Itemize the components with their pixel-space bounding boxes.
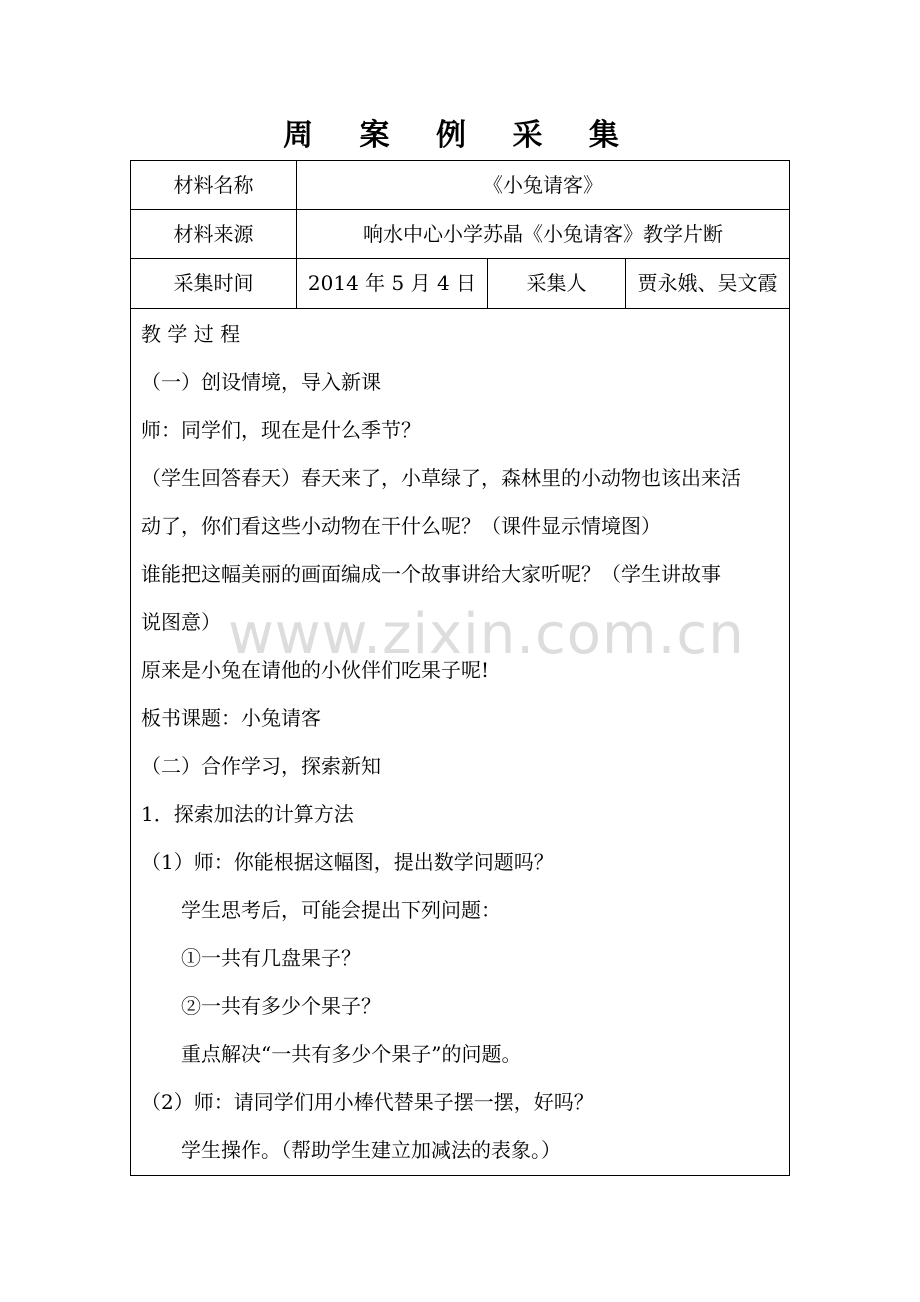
material-source-value: 响水中心小学苏晶《小兔请客》教学片断 [363, 222, 723, 246]
content-line: 说图意） [141, 610, 221, 634]
watermark: www.zixin.com.cn [228, 602, 745, 667]
material-name-value: 《小兔请客》 [483, 173, 603, 197]
collector-label: 采集人 [488, 259, 626, 308]
content-line: 学生思考后，可能会提出下列问题： [141, 898, 501, 922]
content-line: （一）创设情境，导入新课 [141, 370, 381, 394]
content-line: 板书课题：小兔请客 [141, 706, 321, 730]
row-collection-info [131, 259, 789, 309]
content-line: 教 学 过 程 [141, 322, 241, 346]
content-line: 谁能把这幅美丽的画面编成一个故事讲给大家听呢？（学生讲故事 [141, 562, 721, 586]
content-line: （学生回答春天）春天来了，小草绿了，森林里的小动物也该出来活 [141, 466, 741, 490]
material-name-label: 材料名称 [131, 161, 297, 209]
content-line: 1．探索加法的计算方法 [141, 802, 354, 826]
content-line: 重点解决“一共有多少个果子”的问题。 [141, 1042, 522, 1066]
content-line: 动了，你们看这些小动物在干什么呢？（课件显示情境图） [141, 514, 661, 538]
collector-value: 贾永娥、吴文霞 [637, 271, 778, 295]
row-material-source [131, 210, 789, 259]
content-line: 学生操作。（帮助学生建立加减法的表象。） [141, 1138, 561, 1162]
content-line: （二）合作学习，探索新知 [141, 754, 381, 778]
content-line: ②一共有多少个果子？ [141, 994, 381, 1018]
content-line: 师：同学们，现在是什么季节？ [141, 418, 421, 442]
content-line: （1）师：你能根据这幅图，提出数学问题吗？ [141, 850, 554, 874]
collection-date-value: 2014 年 5 月 4 日 [297, 259, 488, 308]
material-source-label: 材料来源 [131, 210, 297, 258]
content-line: 原来是小兔在请他的小伙伴们吃果子呢! [141, 658, 490, 682]
page-title: 周 案 例 采 集 [283, 118, 637, 153]
case-collection-table [130, 160, 790, 1176]
content-line: （2）师：请同学们用小棒代替果子摆一摆，好吗？ [141, 1090, 594, 1114]
collection-time-label: 采集时间 [131, 259, 297, 308]
row-material-name [131, 161, 789, 210]
content-line: ①一共有几盘果子？ [141, 946, 361, 970]
